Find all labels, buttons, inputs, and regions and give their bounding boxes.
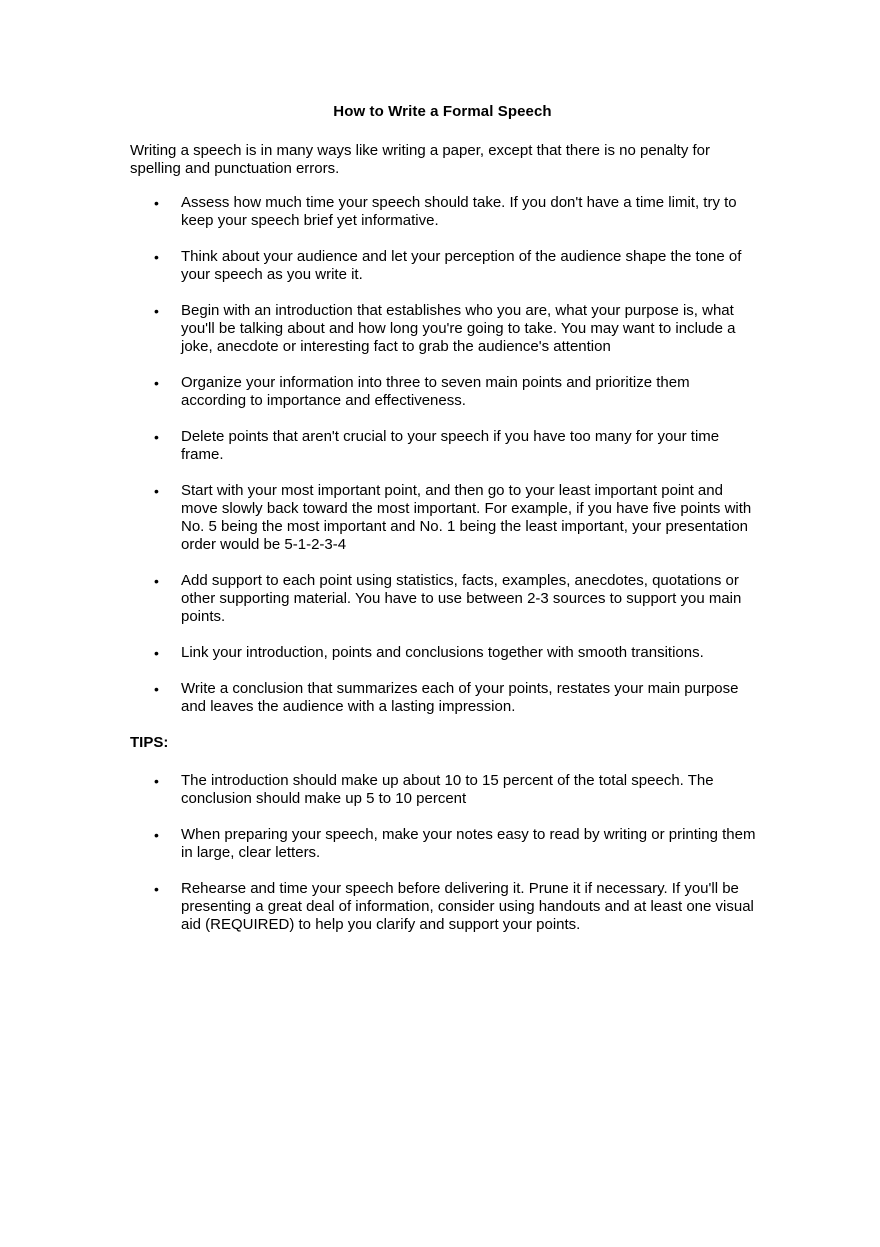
list-item-text: Link your introduction, points and conclusions together with smooth transitions. [181,644,704,661]
list-item-text: When preparing your speech, make your notes easy to read by writing or printing them in large, clear letters. [181,826,756,861]
list-item-text: Assess how much time your speech should take. If you don't have a time limit, try to keep your speech brief yet informative. [181,194,737,229]
tips-heading: TIPS: [130,734,169,751]
intro-paragraph: Writing a speech is in many ways like writing a paper, except that there is no penalty for spelling and punctuation errors. [130,142,711,177]
bullet-icon: • [154,645,159,661]
bullet-icon: • [154,881,159,897]
list-item [130,572,756,626]
bullet-icon: • [154,681,159,697]
list-item [130,194,756,230]
bullet-icon: • [154,249,159,265]
list-item [130,374,756,410]
page-title: How to Write a Formal Speech [333,103,552,120]
list-item [130,428,756,464]
tips-list [130,772,755,934]
list-item [130,880,756,934]
bullet-icon: • [154,429,159,445]
bullet-icon: • [154,303,159,319]
list-item [130,248,756,284]
list-item-text: Organize your information into three to seven main points and prioritize them according to importance and effectiveness. [181,374,690,409]
list-item-text: Write a conclusion that summarizes each of your points, restates your main purpose and leaves the audience with a lasting impression. [181,680,739,715]
list-item [130,826,756,862]
bullet-icon: • [154,483,159,499]
bullet-icon: • [154,773,159,789]
document-page [130,103,755,952]
bullet-icon: • [154,827,159,843]
list-item [130,302,756,356]
list-item-text: Start with your most important point, and then go to your least important point and move slowly back toward the most important. For example, if you have five points with No. 5 being the most important and No. 1 being the least important, your presentation order would be 5-1-2-3-4 [181,482,752,553]
list-item-text: Delete points that aren't crucial to your speech if you have too many for your time frame. [181,428,720,463]
list-item-text: Rehearse and time your speech before delivering it. Prune it if necessary. If you'll be presenting a great deal of information, consider using handouts and at least one visual aid (REQUIRED) to help you clarify and support your points. [181,880,754,933]
list-item-text: The introduction should make up about 10 to 15 percent of the total speech. The conclusion should make up 5 to 10 percent [181,772,714,807]
list-item-text: Add support to each point using statistics, facts, examples, anecdotes, quotations or other supporting material. You have to use between 2-3 sources to support you main points. [181,572,742,625]
list-item [130,482,756,554]
list-item-text: Begin with an introduction that establishes who you are, what your purpose is, what you'll be talking about and how long you're going to take. You may want to include a joke, anecdote or interesting fact to grab the audience's attention [181,302,736,355]
list-item [130,680,756,716]
list-item [130,772,756,808]
bullet-icon: • [154,573,159,589]
steps-list [130,194,755,716]
list-item [130,644,756,662]
list-item-text: Think about your audience and let your perception of the audience shape the tone of your speech as you write it. [181,248,742,283]
bullet-icon: • [154,375,159,391]
bullet-icon: • [154,195,159,211]
